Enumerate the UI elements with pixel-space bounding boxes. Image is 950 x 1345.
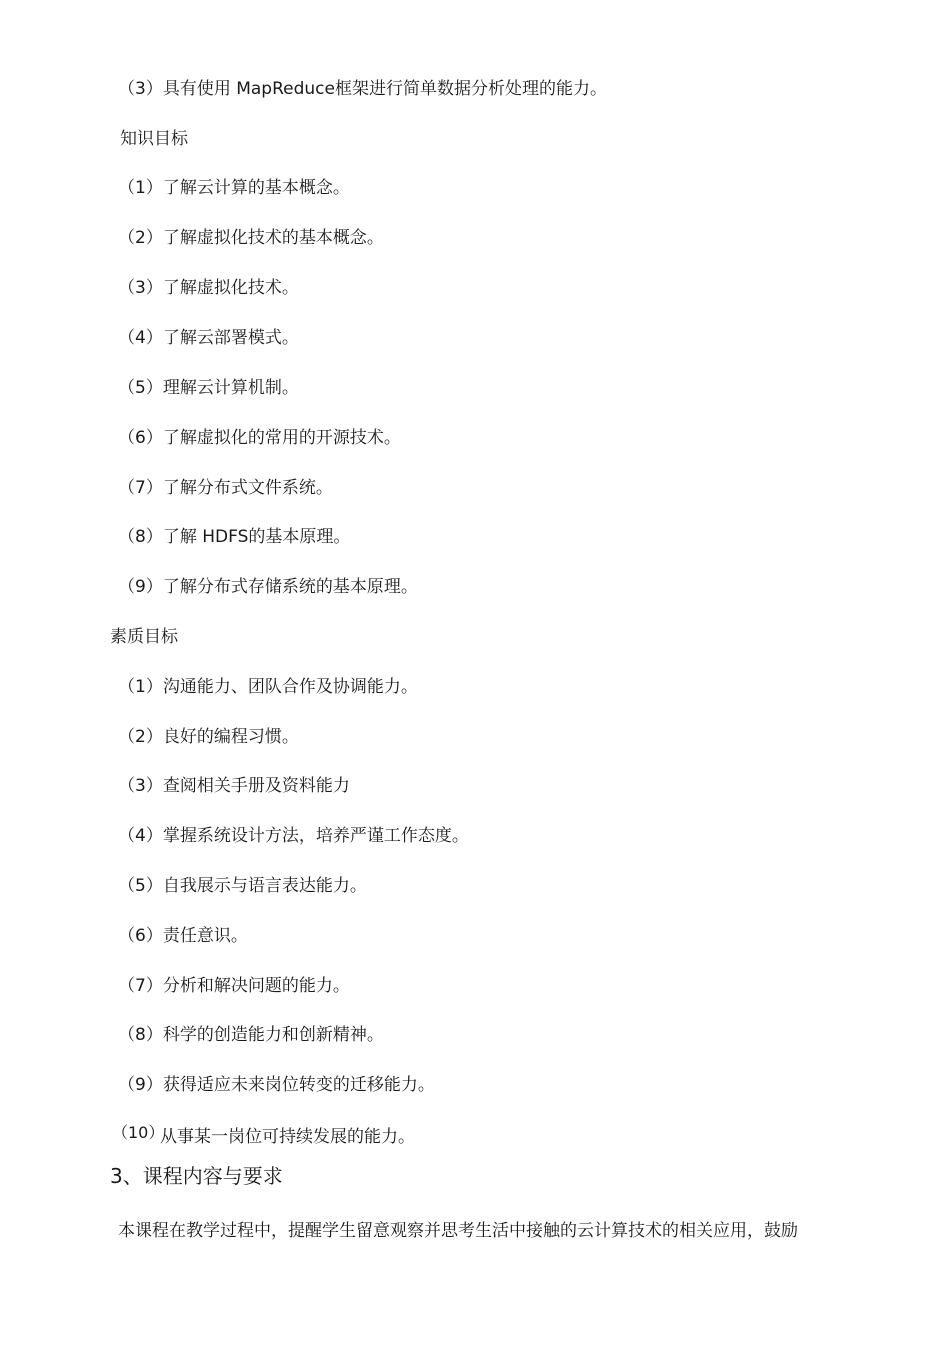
quality-item: （3）查阅相关手册及资料能力 [118, 776, 350, 796]
knowledge-item: （3）了解虚拟化技术。 [118, 278, 299, 298]
quality-item: （5）自我展示与语言表达能力。 [118, 876, 367, 896]
quality-item: （6）责任意识。 [118, 926, 248, 946]
knowledge-item: （4）了解云部署模式。 [118, 328, 299, 348]
quality-item: （9）获得适应未来岗位转变的迁移能力。 [118, 1075, 435, 1095]
quality-item-10-number: （10） [112, 1123, 165, 1142]
section-title: 3、课程内容与要求 [110, 1164, 283, 1188]
section-paragraph: 本课程在教学过程中，提醒学生留意观察并思考生活中接触的云计算技术的相关应用，鼓励 [118, 1221, 798, 1241]
knowledge-item: （5）理解云计算机制。 [118, 378, 299, 398]
quality-item: （7）分析和解决问题的能力。 [118, 976, 350, 996]
knowledge-item: （2）了解虚拟化技术的基本概念。 [118, 228, 384, 248]
skill-item-3: （3）具有使用 MapReduce框架进行简单数据分析处理的能力。 [118, 79, 607, 99]
quality-item: （8）科学的创造能力和创新精神。 [118, 1025, 384, 1045]
knowledge-item: （1）了解云计算的基本概念。 [118, 178, 350, 198]
quality-item: （2）良好的编程习惯。 [118, 727, 299, 747]
quality-item-10-text: 从事某一岗位可持续发展的能力。 [160, 1127, 415, 1147]
knowledge-heading: 知识目标 [120, 129, 188, 149]
knowledge-item: （9）了解分布式存储系统的基本原理。 [118, 577, 418, 597]
knowledge-item: （6）了解虚拟化的常用的开源技术。 [118, 428, 401, 448]
knowledge-item: （7）了解分布式文件系统。 [118, 478, 333, 498]
quality-item: （1）沟通能力、团队合作及协调能力。 [118, 677, 418, 697]
quality-item: （4）掌握系统设计方法，培养严谨工作态度。 [118, 826, 469, 846]
quality-heading: 素质目标 [110, 627, 178, 647]
knowledge-item: （8）了解 HDFS的基本原理。 [118, 527, 351, 547]
